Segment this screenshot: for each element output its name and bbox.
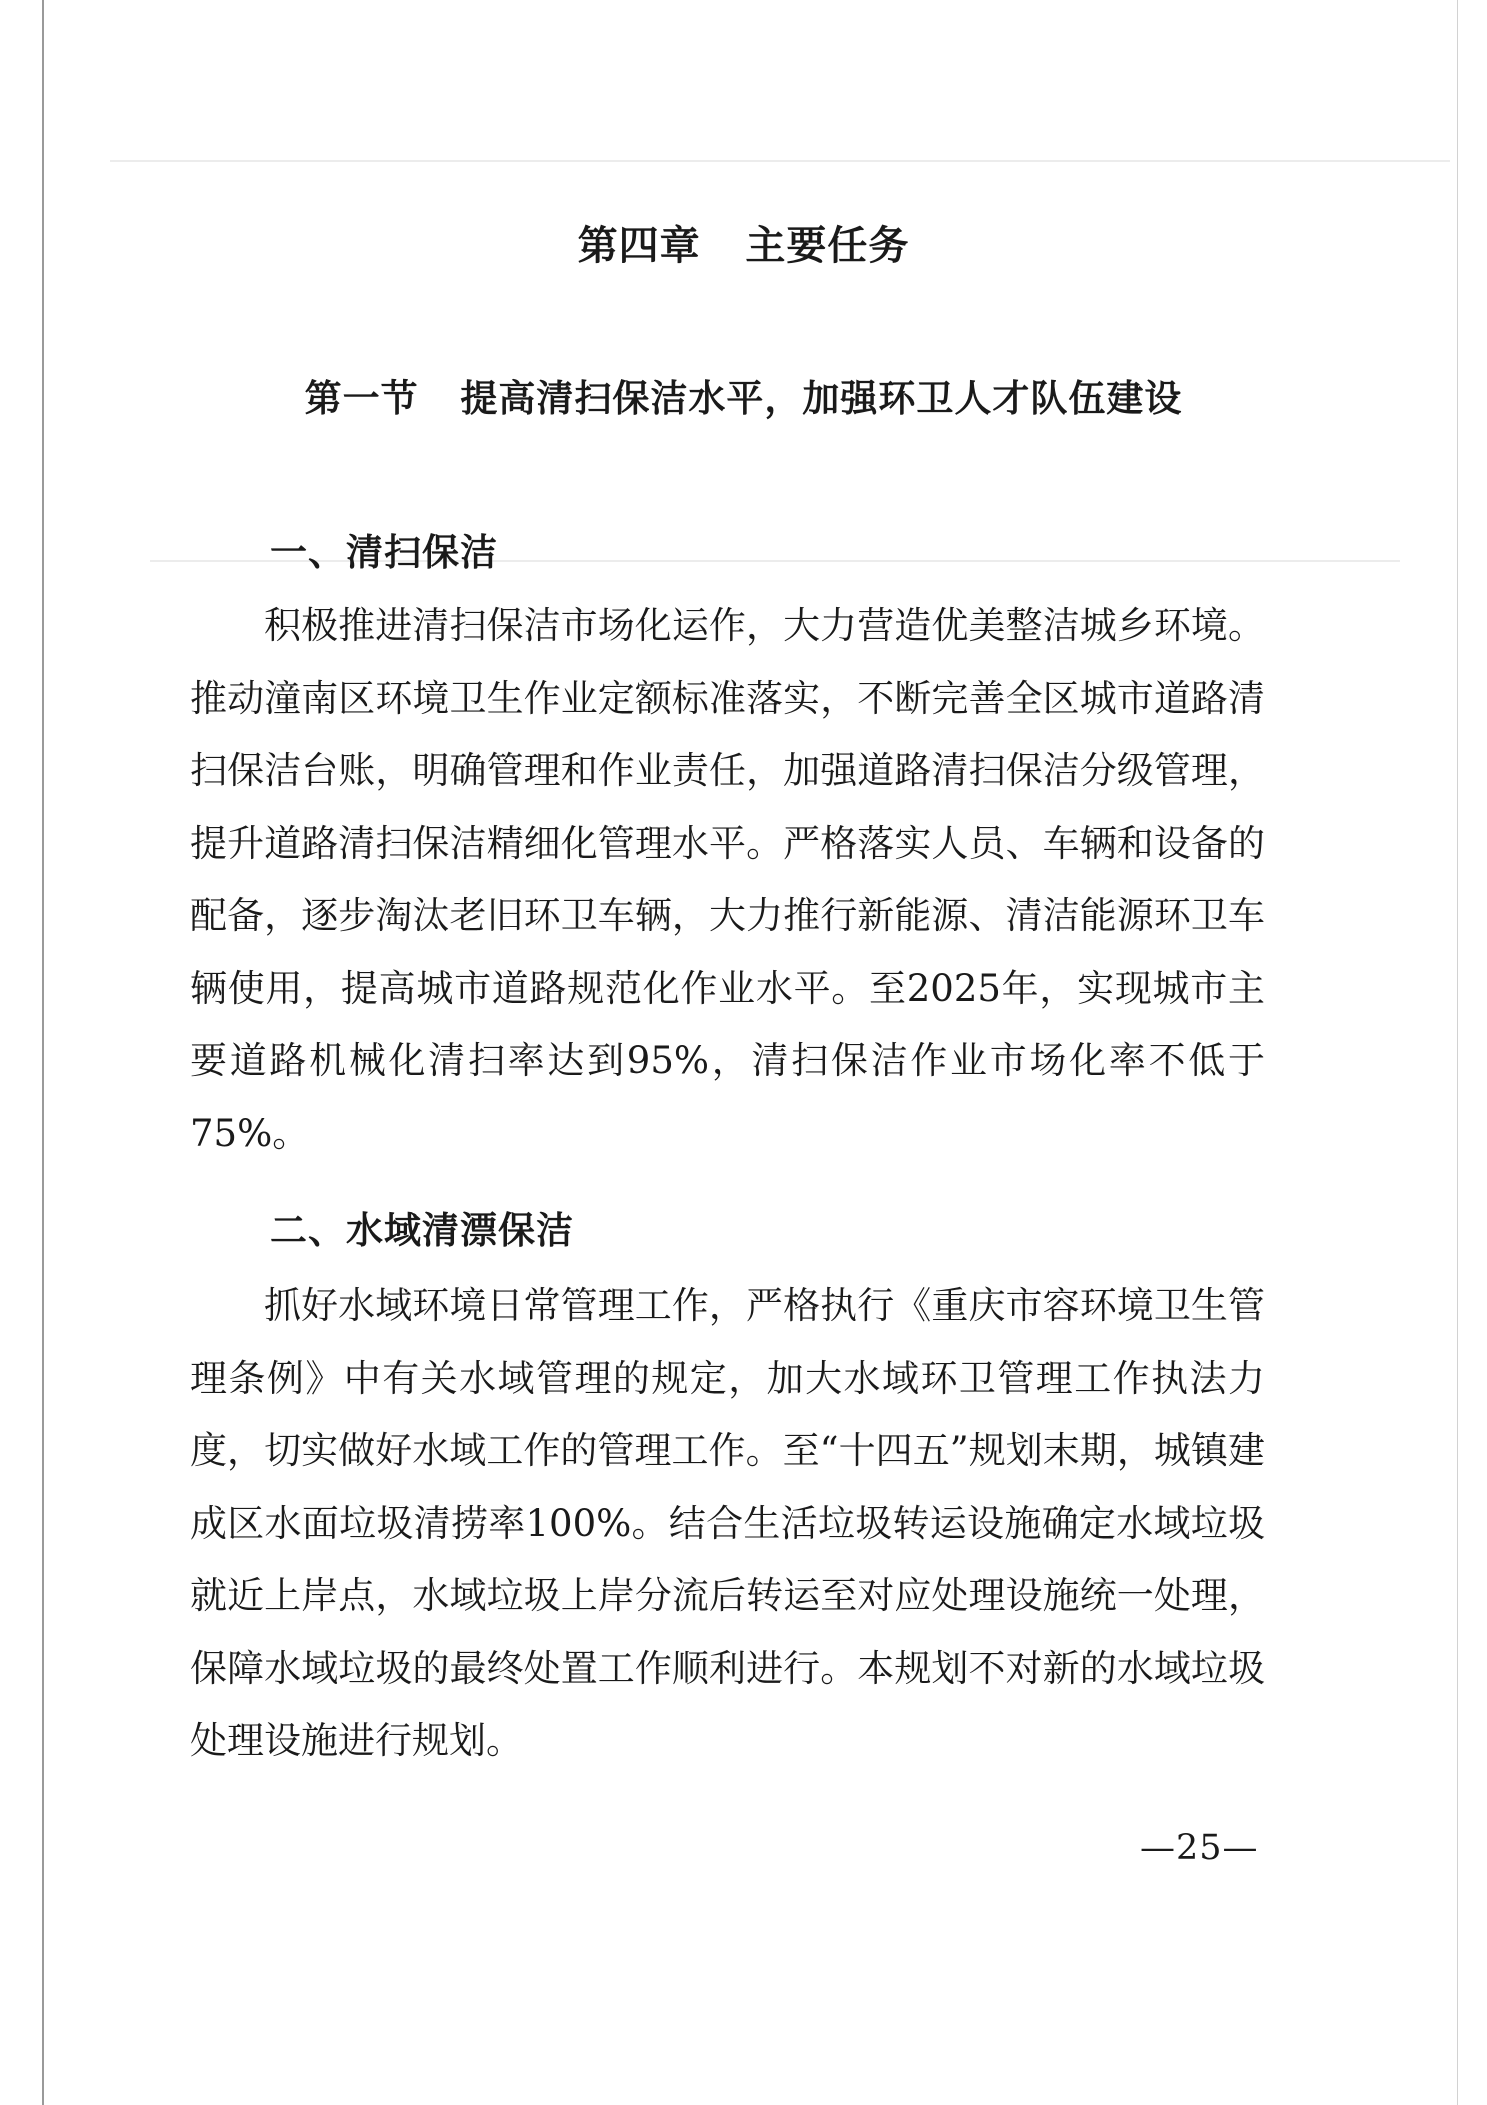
page-number: —25— bbox=[1140, 1828, 1259, 1868]
subsection-heading-cleaning: 一、清扫保洁 bbox=[270, 531, 498, 574]
page-edge-right bbox=[1457, 0, 1458, 2105]
section-title: 第一节 提高清扫保洁水平，加强环卫人才队伍建设 bbox=[304, 377, 1183, 420]
page-edge-left bbox=[42, 0, 44, 2105]
subsection-heading-water: 二、水域清漂保洁 bbox=[270, 1209, 574, 1252]
paragraph-cleaning: 积极推进清扫保洁市场化运作，大力营造优美整洁城乡环境。推动潼南区环境卫生作业定额标准落实，不断完善全区城市道路清扫保洁台账，明确管理和作业责任，加强道路清扫保洁分级管理，提升道路清扫保洁精细化管理水平。严格落实人员、车辆和设备的配备，逐步淘汰老旧环卫车辆，大力推行新能源、清洁能源环卫车辆使用，提高城市道路规范化作业水平。至2025年，实现城市主要道路机械化清扫率达到95%，清扫保洁作业市场化率不低于75%。 bbox=[190, 604, 1265, 1155]
scan-bleed-line bbox=[110, 160, 1450, 162]
paragraph-water: 抓好水域环境日常管理工作，严格执行《重庆市容环境卫生管理条例》中有关水域管理的规定，加大水域环卫管理工作执法力度，切实做好水域工作的管理工作。至“十四五”规划末期，城镇建成区水面垃圾清捞率100%。结合生活垃圾转运设施确定水域垃圾就近上岸点，水域垃圾上岸分流后转运至对应处理设施统一处理，保障水域垃圾的最终处置工作顺利进行。本规划不对新的水域垃圾处理设施进行规划。 bbox=[190, 1284, 1265, 1762]
chapter-title: 第四章 主要任务 bbox=[577, 223, 910, 269]
